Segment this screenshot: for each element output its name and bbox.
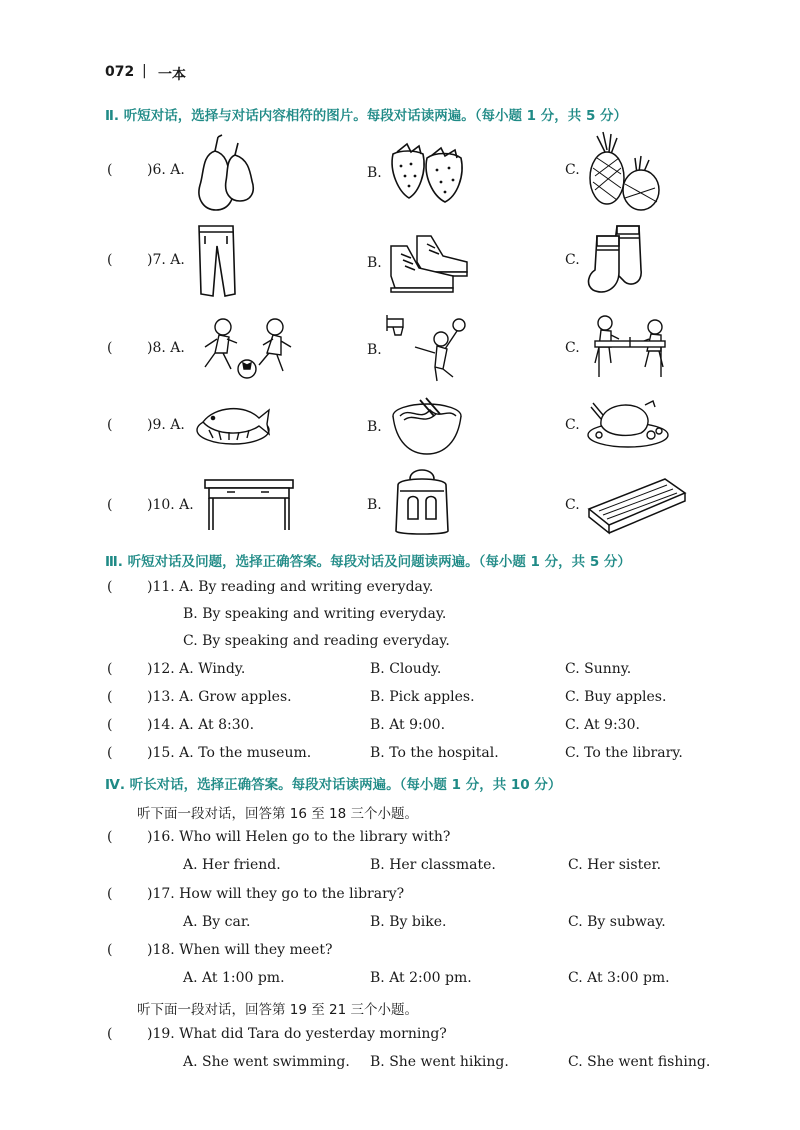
dialogue-intro-2: 听下面一段对话，回答第 19 至 21 三个小题。	[137, 1002, 419, 1018]
section-2-title: Ⅱ. 听短对话，选择与对话内容相符的图片。每段对话读两遍。（每小题 1 分，共 5 分）	[105, 108, 628, 124]
fish-dish-picture	[195, 400, 271, 446]
question-11-option-c: C. By speaking and reading everyday.	[183, 633, 450, 649]
ping-pong-picture	[585, 313, 675, 381]
question-13-option-b: B. Pick apples.	[370, 689, 475, 705]
answer-paren: (	[107, 162, 113, 178]
question-7-b: B.	[367, 255, 382, 271]
question-11-option-b: B. By speaking and writing everyday.	[183, 606, 447, 622]
answer-paren: (	[107, 340, 113, 356]
question-10-b: B.	[367, 497, 382, 513]
question-15-option-a: )15. A. To the museum.	[147, 745, 312, 761]
question-15-option-b: B. To the hospital.	[370, 745, 499, 761]
question-14-option-b: B. At 9:00.	[370, 717, 446, 733]
socks-picture	[585, 222, 647, 298]
question-16-option-a: A. Her friend.	[183, 857, 281, 873]
question-6-c: C.	[565, 162, 580, 178]
header-separator: |	[142, 63, 147, 79]
question-14-option-c: C. At 9:30.	[565, 717, 640, 733]
strawberries-picture	[385, 142, 475, 204]
section-3-title: Ⅲ. 听短对话及问题，选择正确答案。每段对话及问题读两遍。（每小题 1 分，共 5 分）	[105, 554, 631, 570]
question-17-option-c: C. By subway.	[568, 914, 666, 930]
section-4-title: Ⅳ. 听长对话，选择正确答案。每段对话读两遍。（每小题 1 分，共 10 分）	[105, 777, 562, 793]
question-12-option-a: )12. A. Windy.	[147, 661, 246, 677]
question-16-stem: )16. Who will Helen go to the library with?	[147, 829, 451, 845]
question-12-option-c: C. Sunny.	[565, 661, 632, 677]
question-17-option-b: B. By bike.	[370, 914, 447, 930]
page-number: 072	[105, 64, 135, 80]
question-6-label: )6. A.	[147, 162, 185, 178]
question-9-c: C.	[565, 417, 580, 433]
question-14-option-a: )14. A. At 8:30.	[147, 717, 255, 733]
answer-paren: (	[107, 689, 113, 705]
desk-picture	[203, 478, 295, 532]
question-8-c: C.	[565, 340, 580, 356]
book-title: 一本	[158, 67, 186, 83]
question-6-b: B.	[367, 165, 382, 181]
question-19-stem: )19. What did Tara do yesterday morning?	[147, 1026, 447, 1042]
question-19-option-c: C. She went fishing.	[568, 1054, 711, 1070]
answer-paren: (	[107, 661, 113, 677]
answer-paren: (	[107, 942, 113, 958]
question-7-label: )7. A.	[147, 252, 185, 268]
schoolbag-picture	[390, 465, 454, 537]
question-16-option-c: C. Her sister.	[568, 857, 662, 873]
question-18-option-a: A. At 1:00 pm.	[183, 970, 285, 986]
question-18-stem: )18. When will they meet?	[147, 942, 333, 958]
answer-paren: (	[107, 579, 113, 595]
answer-paren: (	[107, 745, 113, 761]
question-19-option-b: B. She went hiking.	[370, 1054, 509, 1070]
question-9-b: B.	[367, 419, 382, 435]
answer-paren: (	[107, 886, 113, 902]
basketball-picture	[385, 313, 471, 383]
dialogue-intro-1: 听下面一段对话，回答第 16 至 18 三个小题。	[137, 806, 419, 822]
answer-paren: (	[107, 717, 113, 733]
question-10-label: )10. A.	[147, 497, 194, 513]
answer-paren: (	[107, 252, 113, 268]
question-13-option-a: )13. A. Grow apples.	[147, 689, 292, 705]
answer-paren: (	[107, 829, 113, 845]
roast-chicken-picture	[585, 397, 671, 449]
question-16-option-b: B. Her classmate.	[370, 857, 496, 873]
answer-paren: (	[107, 417, 113, 433]
pineapples-picture	[583, 128, 663, 213]
question-18-option-b: B. At 2:00 pm.	[370, 970, 472, 986]
sneakers-picture	[387, 232, 471, 294]
answer-paren: (	[107, 497, 113, 513]
pencil-box-picture	[585, 475, 689, 535]
question-19-option-a: A. She went swimming.	[183, 1054, 350, 1070]
trousers-picture	[193, 222, 239, 300]
question-8-b: B.	[367, 342, 382, 358]
question-11-option-a: )11. A. By reading and writing everyday.	[147, 579, 434, 595]
football-picture	[195, 313, 300, 381]
question-8-label: )8. A.	[147, 340, 185, 356]
question-15-option-c: C. To the library.	[565, 745, 683, 761]
question-17-stem: )17. How will they go to the library?	[147, 886, 405, 902]
noodles-bowl-picture	[390, 392, 464, 458]
question-10-c: C.	[565, 497, 580, 513]
question-9-label: )9. A.	[147, 417, 185, 433]
question-7-c: C.	[565, 252, 580, 268]
answer-paren: (	[107, 1026, 113, 1042]
pears-picture	[190, 133, 260, 213]
question-12-option-b: B. Cloudy.	[370, 661, 442, 677]
question-13-option-c: C. Buy apples.	[565, 689, 667, 705]
question-18-option-c: C. At 3:00 pm.	[568, 970, 670, 986]
question-17-option-a: A. By car.	[183, 914, 251, 930]
